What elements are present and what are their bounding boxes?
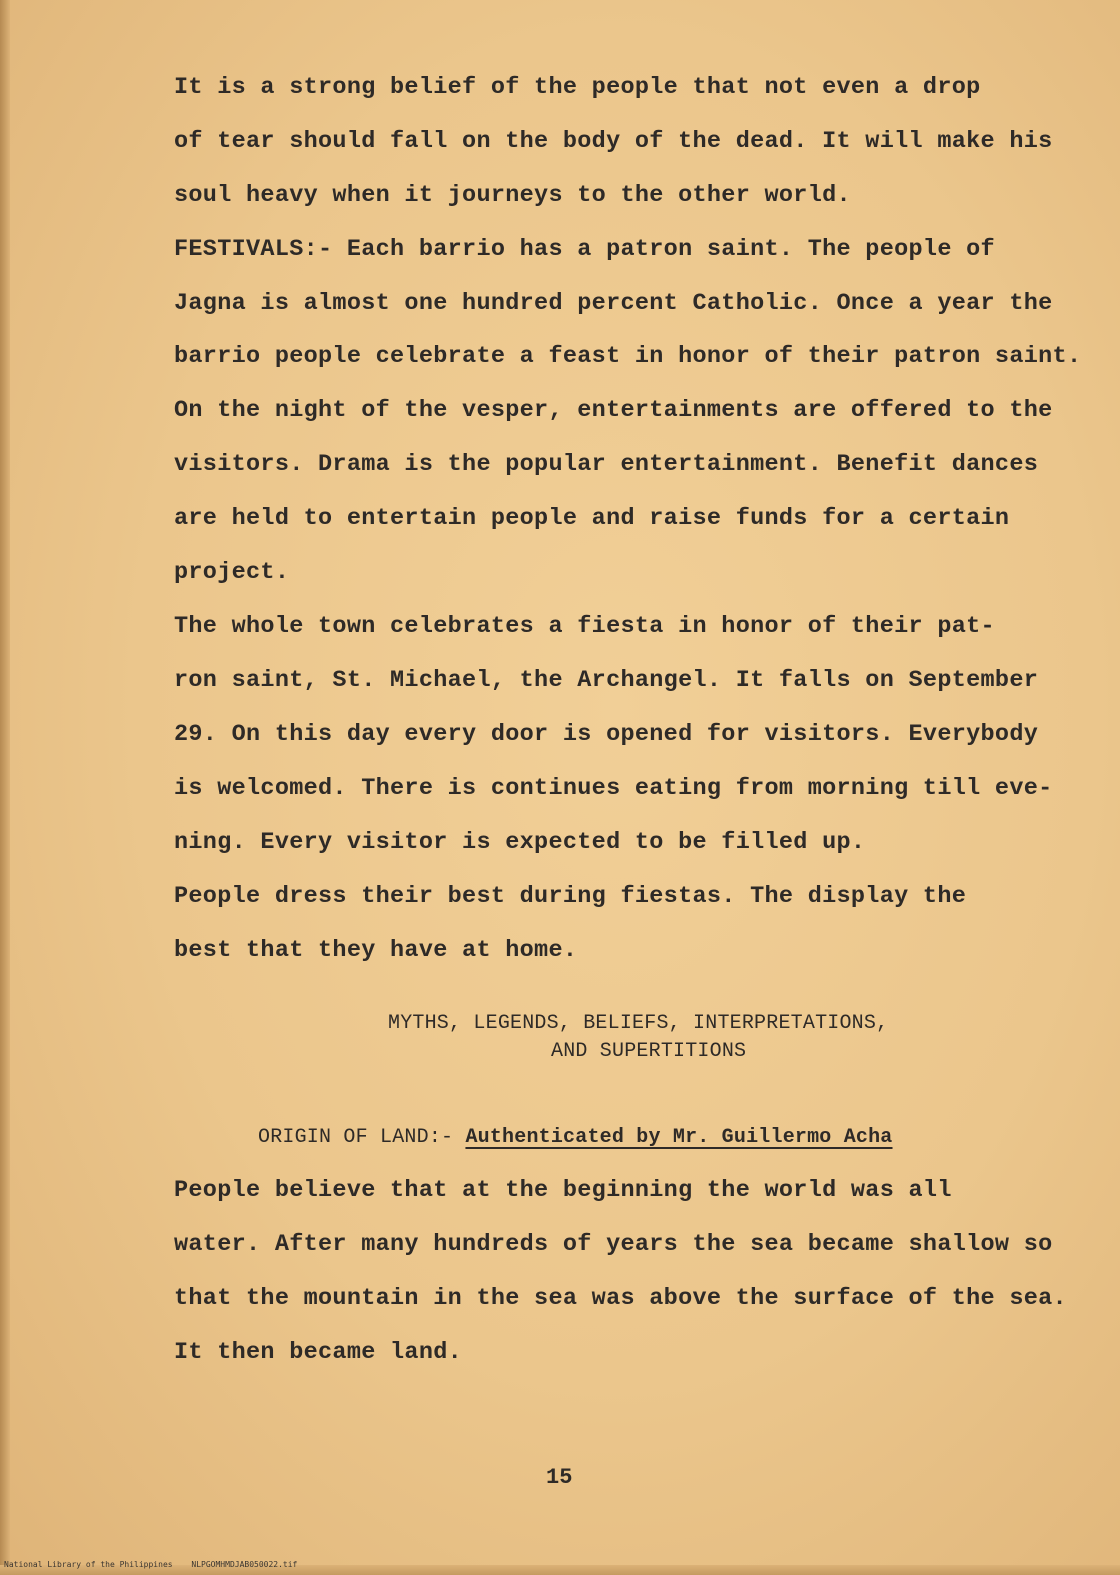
- page-left-shadow: [0, 0, 10, 1575]
- section-heading-line2: AND SUPERTITIONS: [551, 1040, 747, 1063]
- footer-library: National Library of the Philippines: [4, 1560, 173, 1569]
- text-line: People believe that at the beginning the world was all: [174, 1177, 952, 1204]
- origin-heading: [258, 1126, 893, 1150]
- text-line: visitors. Drama is the popular entertainment. Benefit dances: [174, 451, 1039, 478]
- text-line: that the mountain in the sea was above the surface of the sea.: [174, 1285, 1067, 1312]
- text-line: The whole town celebrates a fiesta in honor of their pat-: [174, 613, 995, 640]
- footer-file: NLPGOMHMDJAB050022.tif: [191, 1560, 298, 1569]
- text-line: On the night of the vesper, entertainments are offered to the: [174, 397, 1053, 424]
- text-line: People dress their best during fiestas. The display the: [174, 883, 967, 910]
- text-line: of tear should fall on the body of the dead. It will make his: [174, 128, 1053, 155]
- text-line: It is a strong belief of the people that not even a drop: [174, 74, 981, 101]
- text-line: water. After many hundreds of years the sea became shallow so: [174, 1231, 1053, 1258]
- text-line: ning. Every visitor is expected to be filled up.: [174, 829, 866, 856]
- section-heading-line1: MYTHS, LEGENDS, BELIEFS, INTERPRETATIONS,: [388, 1012, 889, 1035]
- text-line: is welcomed. There is continues eating from morning till eve-: [174, 775, 1053, 802]
- scan-footer: [4, 1560, 297, 1569]
- text-line: are held to entertain people and raise funds for a certain: [174, 505, 1010, 532]
- text-line: project.: [174, 559, 290, 586]
- page-number: 15: [546, 1465, 573, 1490]
- origin-label: ORIGIN OF LAND:-: [258, 1126, 454, 1149]
- text-line: best that they have at home.: [174, 937, 578, 964]
- authenticated-by: Authenticated by Mr. Guillermo Acha: [465, 1126, 893, 1149]
- text-line: 29. On this day every door is opened for visitors. Everybody: [174, 721, 1039, 748]
- text-line: ron saint, St. Michael, the Archangel. It falls on September: [174, 667, 1039, 694]
- text-line: barrio people celebrate a feast in honor of their patron saint.: [174, 343, 1082, 370]
- text-line: soul heavy when it journeys to the other world.: [174, 182, 851, 209]
- text-line: Jagna is almost one hundred percent Catholic. Once a year the: [174, 290, 1053, 317]
- text-line: It then became land.: [174, 1339, 463, 1366]
- text-line: FESTIVALS:- Each barrio has a patron saint. The people of: [174, 236, 995, 263]
